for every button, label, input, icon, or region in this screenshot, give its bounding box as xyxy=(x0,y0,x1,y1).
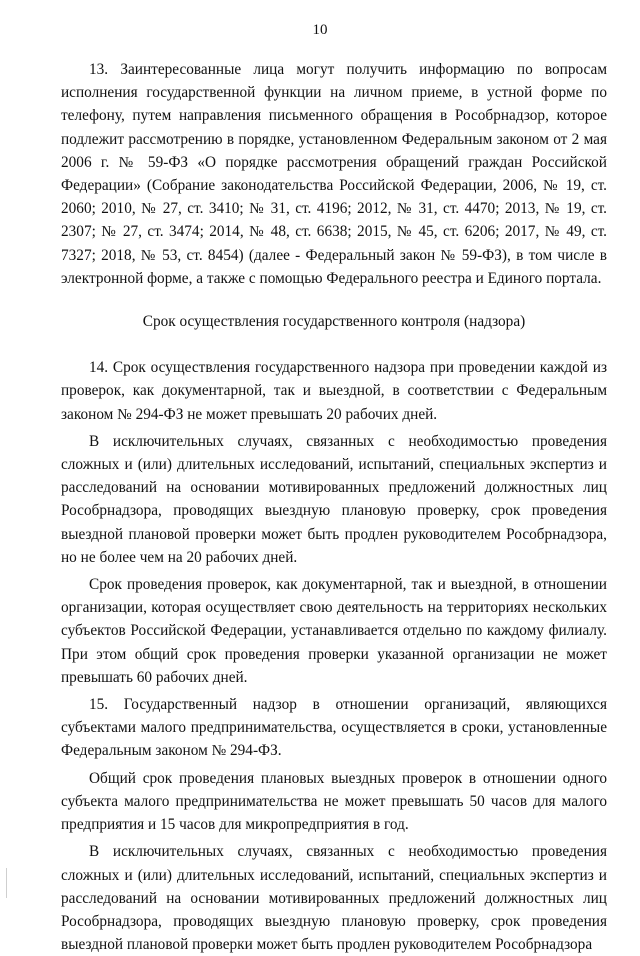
scan-margin-mark xyxy=(6,868,7,898)
paragraph-extension-exceptional-cases-repeat: В исключительных случаях, связанных с необходимостью проведения сложных и (или) длительных исследований, испытаний, специальных экспертиз и расследований на основании мотивированных предложений должностных лиц Рособрнадзора, проводящих выездную плановую проверку, срок проведения выездной плановой проверки может быть продлен руководителем Рособрнадзора xyxy=(61,843,607,954)
paragraph-extension-exceptional-cases: В исключительных случаях, связанных с необходимостью проведения сложных и (или) длительных исследований, испытаний, специальных экспертиз и расследований на основании мотивированных предложений должностных лиц Рособрнадзора, проводящих выездную плановую проверку, срок проведения выездной плановой проверки может быть продлен руководителем Рособрнадзора, но не более чем на 20 рабочих дней. xyxy=(61,432,607,566)
page-number: 10 xyxy=(312,22,328,38)
paragraph-15-small-business: 15. Государственный надзор в отношении организаций, являющихся субъектами малого предпринимательства, осуществляется в сроки, установленные Федеральным законом № 294-ФЗ. xyxy=(61,696,607,760)
paragraph-14-inspection-term: 14. Срок осуществления государственного надзора при проведении каждой из проверок, как документарной, так и выездной, в соответствии с Федеральным законом № 294-ФЗ не может превышать 20 рабочих дней. xyxy=(61,359,607,423)
paragraph-multi-region-organizations: Срок проведения проверок, как документарной, так и выездной, в отношении организации, которая осуществляет свою деятельность на территориях нескольких субъектов Российской Федерации, устанавливается отдельно по каждому филиалу. При этом общий срок проведения проверки указанной организации не может превышать 60 рабочих дней. xyxy=(61,576,607,686)
section-heading: Срок осуществления государственного контроля (надзора) xyxy=(142,313,526,331)
paragraph-13-contact-info: 13. Заинтересованные лица могут получить информацию по вопросам исполнения государственной функции на личном приеме, в устной форме по телефону, путем направления письменного обращения в Рособрнадзор, которое подлежит рассмотрению в порядке, установленном Федеральным законом от 2 мая 2006 г. № 59-ФЗ «О порядке рассмотрения обращений граждан Российской Федерации» (Собрание законодательства Российской Федерации, 2006, № 19, ст. 2060; 2010, № 27, ст. 3410; № 31, ст. 4196; 2012, № 31, ст. 4470; 2013, № 19, ст. 2307; № 27, ст. 3474; 2014, № 48, ст. 6638; 2015, № 45, ст. 6206; 2017, № 49, ст. 7327; 2018, № 53, ст. 8454) (далее - Федеральный закон № 59-ФЗ), в том числе в электронной форме, а также с помощью Федерального реестра и Единого портала. xyxy=(61,61,607,287)
paragraph-small-business-hours: Общий срок проведения плановых выездных проверок в отношении одного субъекта малого предпринимательства не может превышать 50 часов для малого предприятия и 15 часов для микропредприятия в год. xyxy=(61,769,607,834)
document-body xyxy=(61,58,607,956)
